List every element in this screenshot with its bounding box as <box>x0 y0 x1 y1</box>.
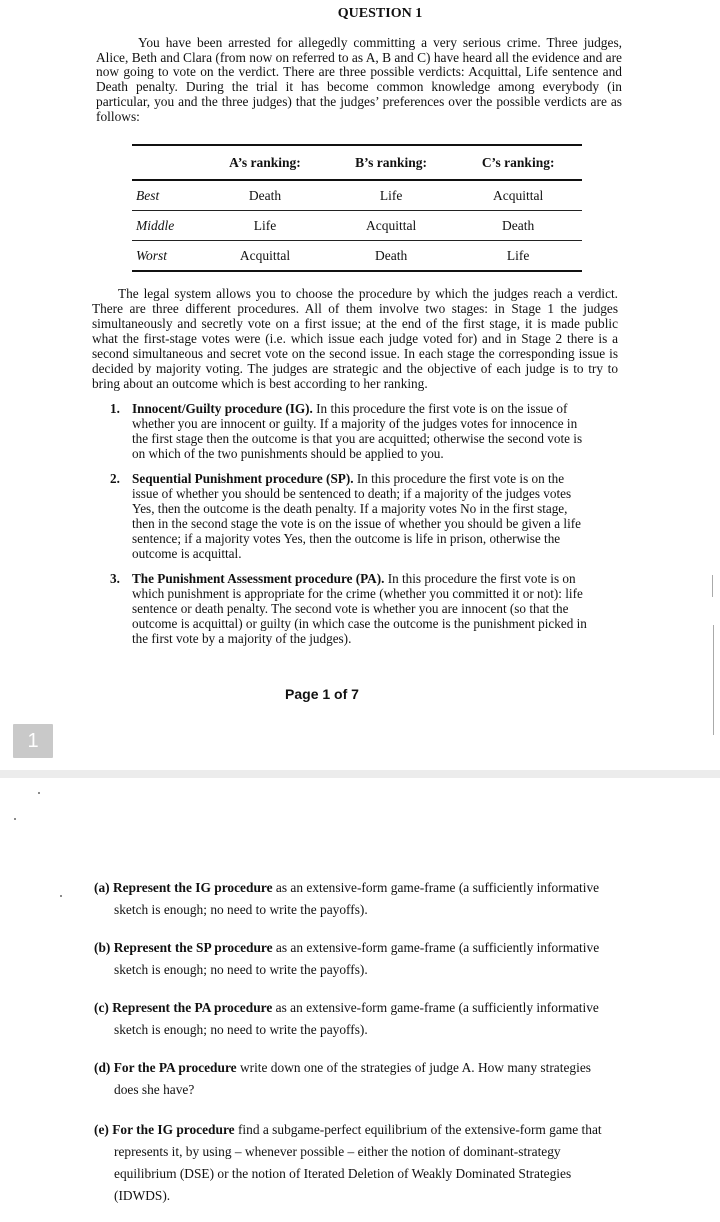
subquestion-e <box>94 1119 622 1207</box>
row-label: Worst <box>132 241 202 272</box>
subquestion-d <box>94 1057 622 1101</box>
scan-speck <box>14 818 16 820</box>
subquestion-continuation: does she have? <box>114 1082 195 1097</box>
procedure-name: The Punishment Assessment procedure (PA). <box>132 571 385 586</box>
question-title: QUESTION 1 <box>337 6 423 21</box>
legal-system-paragraph: The legal system allows you to choose the procedure by which the judges reach a verdict. There are three different procedures. All of them involve two stages: in Stage 1 the judges simultaneously and secretly vote on a first issue; at the end of the first stage, it is made public what the first-stage votes were (i.e. which issue each judge voted for) and in Stage 2 there is a second simultaneous and secret vote on the second issue. In each stage the corresponding issue is decided by majority voting. The judges are strategic and the objective of each judge is to try to bring about an outcome which is best according to her ranking. <box>92 286 618 391</box>
document-page-2 <box>0 778 720 1222</box>
table-row <box>132 241 582 272</box>
subquestion-continuation: sketch is enough; no need to write the payoffs). <box>114 1022 368 1037</box>
subquestion-continuation: sketch is enough; no need to write the payoffs). <box>114 902 368 917</box>
intro-paragraph: You have been arrested for allegedly committing a very serious crime. Three judges, Alice, Beth and Clara (from now on referred to as A, B and C) have heard all the evidence and are now going to vote on the verdict. There are three possible verdicts: Acquittal, Life sentence and Death penalty. During the trial it has become common knowledge among everybody (in particular, you and the three judges) that the judges’ preferences over the possible verdicts are as follows: <box>96 35 622 124</box>
subquestion-highlight: Represent the PA procedure <box>112 1000 273 1015</box>
scan-artifact-line <box>713 625 714 735</box>
subquestion-text: as an extensive-form game-frame (a sufficiently informative <box>272 1000 599 1015</box>
subquestion-c <box>94 997 622 1041</box>
procedure-text: In this procedure the first vote is on which punishment is appropriate for the crime (whether you committed it or not): life sentence or death penalty. The second vote is whether you are innocent (so that the outcome is acquittal) or guilty (in which case the outcome is the punishment picked in the first vote by a majority of the judges). <box>132 571 587 646</box>
cell-b: Life <box>328 180 454 211</box>
procedure-name: Sequential Punishment procedure (SP). <box>132 471 354 486</box>
scan-speck <box>38 792 40 794</box>
page-divider <box>0 770 720 778</box>
cell-c: Death <box>454 211 582 241</box>
table-row <box>132 211 582 241</box>
subquestion-highlight: For the IG procedure <box>112 1122 235 1137</box>
table-header-a: A’s ranking: <box>202 145 328 180</box>
cell-a: Acquittal <box>202 241 328 272</box>
procedure-text: In this procedure the first vote is on the issue of whether you should be sentenced to death; if a majority of the judges votes Yes, then the outcome is the death penalty. If a majority votes No in the first stage, then in the second stage the vote is on the issue of whether you should be given a life sentence; if a majority votes Yes, then the outcome is life in prison, otherwise the outcome is acquittal. <box>132 471 581 561</box>
cell-b: Acquittal <box>328 211 454 241</box>
scan-speck <box>60 895 62 897</box>
row-label: Middle <box>132 211 202 241</box>
subquestion-label: (a) <box>94 880 110 895</box>
cell-c: Acquittal <box>454 180 582 211</box>
subquestion-continuation: represents it, by using – whenever possible – either the notion of dominant-strategy equilibrium (DSE) or the notion of Iterated Deletion of Weakly Dominated Strategies (IDWDS). <box>114 1144 572 1203</box>
page-footer-label: Page 1 of 7 <box>285 686 359 702</box>
subquestion-a <box>94 877 622 921</box>
cell-a: Life <box>202 211 328 241</box>
procedure-number: 1. <box>110 401 120 416</box>
cell-a: Death <box>202 180 328 211</box>
table-header-row <box>132 145 582 180</box>
subquestion-highlight: Represent the IG procedure <box>112 880 273 895</box>
procedure-number: 2. <box>110 471 120 486</box>
table-header-empty <box>132 145 202 180</box>
subquestion-label: (c) <box>94 1000 109 1015</box>
scan-artifact-line <box>712 575 713 597</box>
subquestion-b <box>94 937 622 981</box>
procedure-text: In this procedure the first vote is on the issue of whether you are innocent or guilty. If a majority of the judges votes for innocence in the first stage then the outcome is that you are acquitted; otherwise the second vote is on which of the two punishments should be applied to you. <box>132 401 583 461</box>
ranking-table <box>132 144 582 272</box>
subquestion-label: (e) <box>94 1122 109 1137</box>
procedure-item <box>110 401 588 461</box>
subquestion-highlight: Represent the SP procedure <box>113 940 273 955</box>
procedure-number: 3. <box>110 571 120 586</box>
subquestion-label: (b) <box>94 940 111 955</box>
subquestion-text: as an extensive-form game-frame (a sufficiently informative <box>272 880 600 895</box>
procedure-name: Innocent/Guilty procedure (IG). <box>132 401 313 416</box>
subquestion-text: write down one of the strategies of judge A. How many strategies <box>236 1060 591 1075</box>
subquestion-label: (d) <box>94 1060 111 1075</box>
cell-c: Life <box>454 241 582 272</box>
procedure-item <box>110 571 588 646</box>
procedure-item <box>110 471 588 561</box>
subquestion-text: find a subgame-perfect equilibrium of the extensive-form game that <box>234 1122 602 1137</box>
subquestion-highlight: For the PA procedure <box>113 1060 237 1075</box>
subquestion-continuation: sketch is enough; no need to write the payoffs). <box>114 962 368 977</box>
table-row <box>132 180 582 211</box>
table-header-c: C’s ranking: <box>454 145 582 180</box>
row-label: Best <box>132 180 202 211</box>
cell-b: Death <box>328 241 454 272</box>
table-header-b: B’s ranking: <box>328 145 454 180</box>
page-number-badge[interactable]: 1 <box>13 724 53 758</box>
subquestion-text: as an extensive-form game-frame (a sufficiently informative <box>272 940 600 955</box>
